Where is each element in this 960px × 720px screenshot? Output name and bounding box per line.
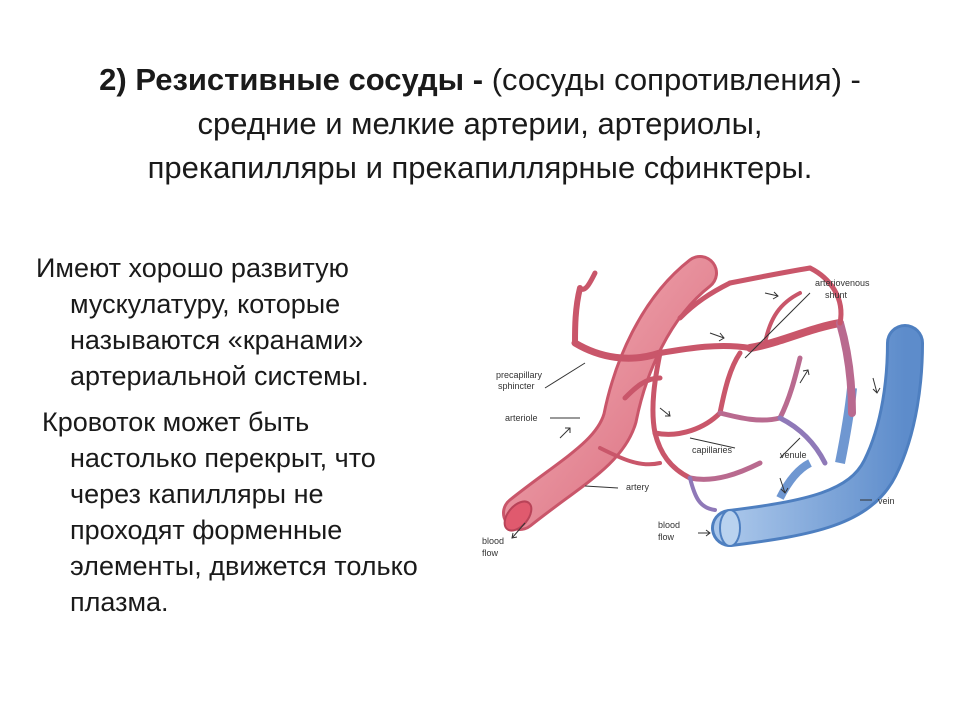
label-artery: artery <box>626 482 650 492</box>
title-line-2: средние и мелкие артерии, артериолы, <box>197 106 763 141</box>
slide-title <box>20 58 940 190</box>
title-line-1 <box>20 58 940 102</box>
label-blood-flow-right-1: blood <box>658 520 681 530</box>
label-vein: vein <box>878 496 895 506</box>
title-line-3: прекапилляры и прекапиллярные сфинктеры. <box>147 150 813 185</box>
microcirculation-diagram <box>480 248 940 578</box>
body-p2-line-2: настолько перекрыт, что <box>70 443 376 473</box>
body-p2-line-5: элементы, движется только <box>70 551 418 581</box>
body-p1-line-2: мускулатуру, которые <box>70 289 341 319</box>
label-arteriole: arteriole <box>505 413 538 423</box>
label-venule: venule <box>780 450 807 460</box>
label-blood-flow-right-2: flow <box>658 532 675 542</box>
body-p2-line-3: через капилляры не <box>70 479 324 509</box>
body-p1-line-4: артериальной системы. <box>70 361 369 391</box>
label-shunt-2: shunt <box>825 290 848 300</box>
body-p1-line-3: называются «кранами» <box>70 325 364 355</box>
body-text <box>36 250 466 620</box>
artery-vessel <box>499 273 700 535</box>
body-p1-line-1: Имеют хорошо развитую <box>36 253 349 283</box>
label-blood-flow-left-1: blood <box>482 536 505 546</box>
label-shunt-1: arteriovenous <box>815 278 870 288</box>
title-bold-text: 2) Резистивные сосуды - <box>99 62 484 97</box>
label-precap-1: precapillary <box>496 370 543 380</box>
title-rest-text: (сосуды сопротивления) - <box>483 62 861 97</box>
body-p2-line-6: плазма. <box>70 587 169 617</box>
body-p2-line-1: Кровоток может быть <box>42 407 310 437</box>
body-p2-line-4: проходят форменные <box>70 515 343 545</box>
label-precap-2: sphincter <box>498 381 535 391</box>
label-capillaries: capillaries <box>692 445 733 455</box>
label-blood-flow-left-2: flow <box>482 548 499 558</box>
